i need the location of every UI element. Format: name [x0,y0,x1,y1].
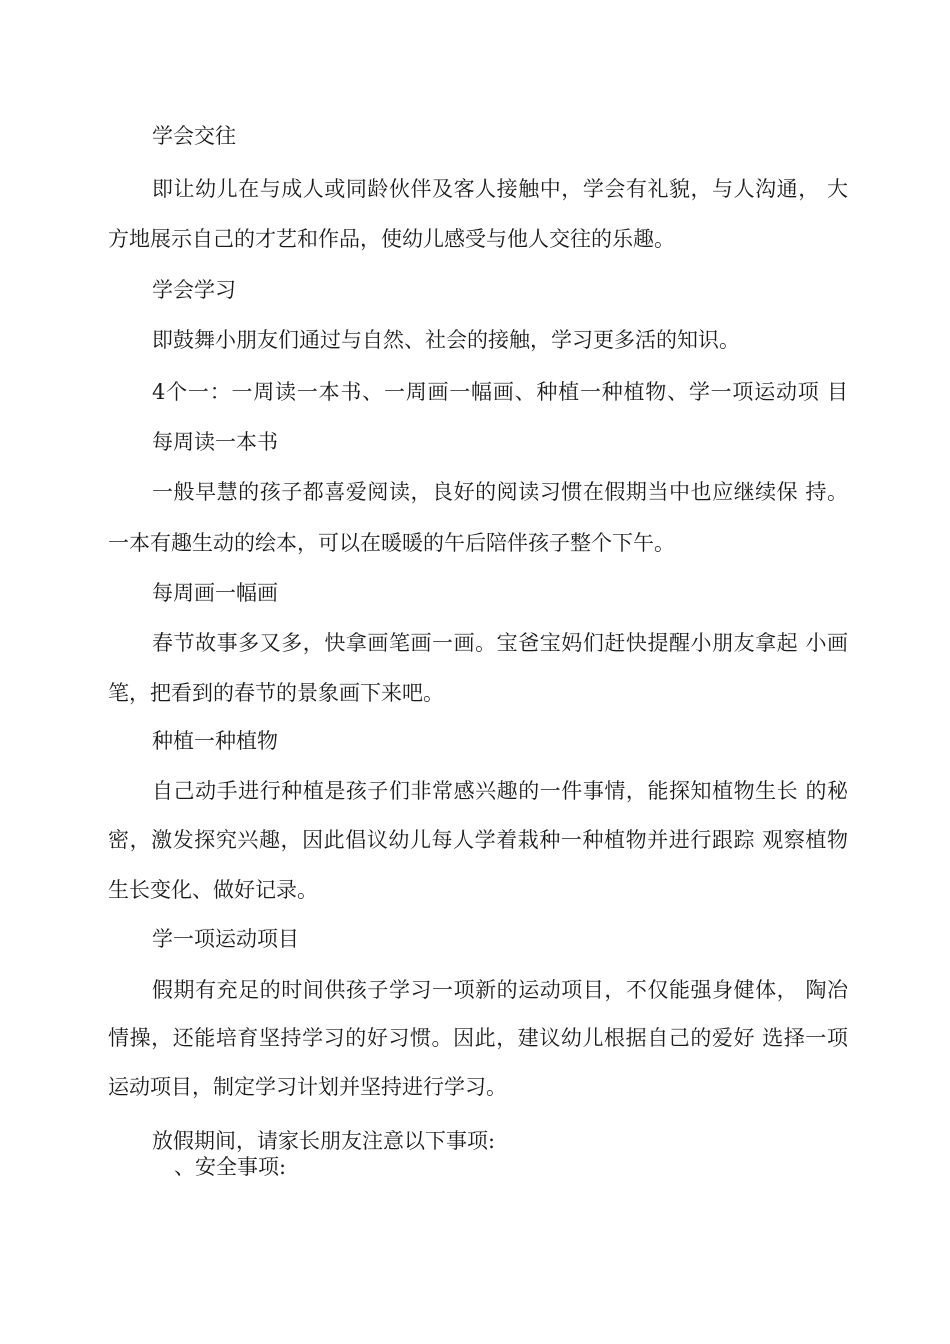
paragraph-line-four-ones: 4个一：一周读一本书、一周画一幅画、种植一种植物、学一项运动项 目 [152,380,848,404]
heading-learn-study: 学会学习 [152,278,236,302]
paragraph-line: 即鼓舞小朋友们通过与自然、社会的接触，学习更多活的知识。 [152,328,740,352]
heading-draw-picture: 每周画一幅画 [152,581,278,605]
safety-item: 、安全事项: [174,1155,287,1179]
paragraph-line: 一本有趣生动的绘本，可以在暖暖的午后陪伴孩子整个下午。 [108,531,675,555]
paragraph-line: 密，激发探究兴趣，因此倡议幼儿每人学着栽种一种植物并进行跟踪 观察植物 [108,828,848,852]
paragraph-line: 生长变化、做好记录。 [108,878,318,902]
paragraph-line: 春节故事多又多，快拿画笔画一画。宝爸宝妈们赶快提醒小朋友拿起 小画 [152,631,848,655]
paragraph-line: 方地展示自己的才艺和作品，使幼儿感受与他人交往的乐趣。 [108,227,675,251]
paragraph-line: 即让幼儿在与成人或同龄伙伴及客人接触中，学会有礼貌，与人沟通， 大 [152,177,848,201]
paragraph-line: 自己动手进行种植是孩子们非常感兴趣的一件事情，能探知植物生长 的秘 [152,779,848,803]
paragraph-line: 假期有充足的时间供孩子学习一项新的运动项目，不仅能强身健体， 陶冶 [152,978,848,1002]
paragraph-line: 情操，还能培育坚持学习的好习惯。因此，建议幼儿根据自己的爱好 选择一项 [108,1026,848,1050]
heading-learn-socialize: 学会交往 [152,124,236,148]
paragraph-line: 笔，把看到的春节的景象画下来吧。 [108,681,444,705]
paragraph-line: 一般早慧的孩子都喜爱阅读，良好的阅读习惯在假期当中也应继续保 持。 [152,480,848,504]
notice-line: 放假期间，请家长朋友注意以下事项: [152,1129,496,1153]
heading-grow-plant: 种植一种植物 [152,729,278,753]
paragraph-line: 运动项目，制定学习计划并坚持进行学习。 [108,1075,507,1099]
heading-learn-sport: 学一项运动项目 [152,927,299,951]
heading-read-book: 每周读一本书 [152,430,278,454]
